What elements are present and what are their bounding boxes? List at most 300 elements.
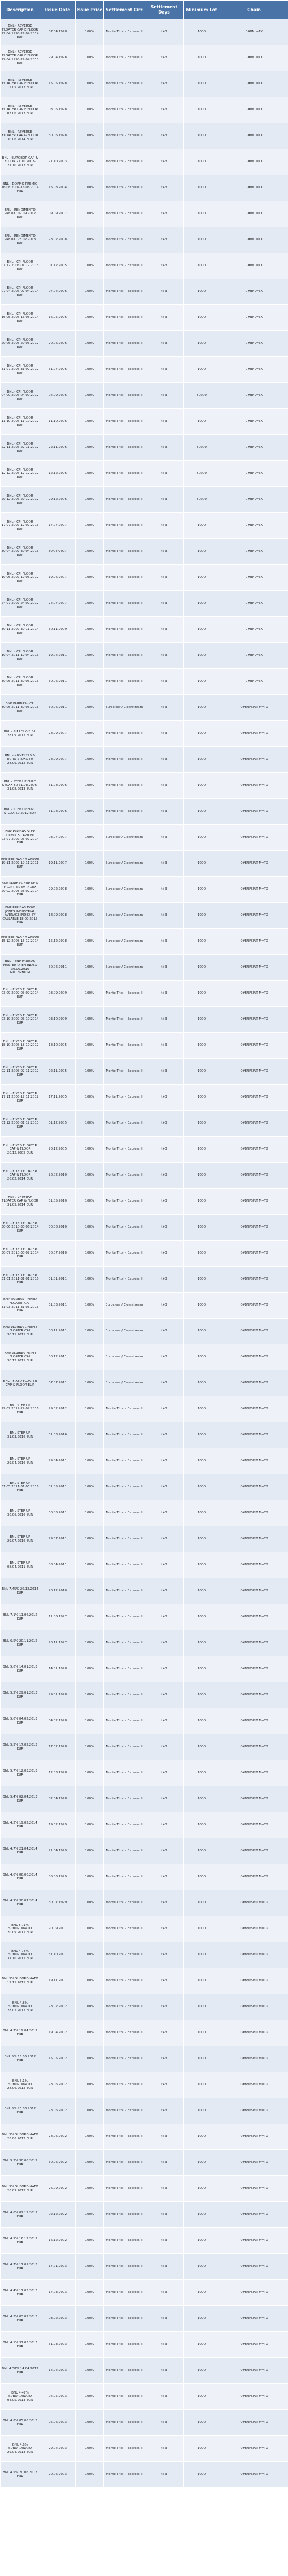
settlement-circ-cell: Monte Titoli - Express II bbox=[104, 227, 145, 253]
issue-date-cell: 28.09.2007 bbox=[40, 721, 76, 747]
table-row[interactable] bbox=[1, 1864, 288, 1890]
table-row[interactable] bbox=[1, 2358, 288, 2384]
settlement-circ-cell: Monte Titoli - Express II bbox=[104, 2228, 145, 2254]
issue-price-cell: 100% bbox=[76, 2358, 104, 2384]
table-row[interactable] bbox=[1, 1319, 288, 1344]
minimum-lot-cell: 1000 bbox=[184, 1682, 220, 1708]
description-cell: BNL 5.4% 02.04.2013 EUR bbox=[1, 1786, 40, 1812]
description-cell: BNL - REVERSE FLOATER CAP & FLOOR 31.05.2014 EUR bbox=[1, 1189, 40, 1215]
settlement-circ-cell: Monte Titoli - Express II bbox=[104, 149, 145, 175]
issue-date-cell: 14.04.2003 bbox=[40, 2358, 76, 2384]
table-row[interactable] bbox=[1, 1474, 288, 1500]
table-row[interactable] bbox=[1, 903, 288, 929]
settlement-days-cell: t+3 bbox=[145, 1786, 184, 1812]
issue-price-cell: 100% bbox=[76, 461, 104, 487]
settlement-circ-cell: Monte Titoli - Express II bbox=[104, 1111, 145, 1137]
settlement-days-cell: t+3 bbox=[145, 253, 184, 279]
chain-cell: 0#BNPSPLT M=TX bbox=[220, 955, 288, 981]
table-row[interactable] bbox=[1, 1370, 288, 1396]
table-row[interactable] bbox=[1, 1396, 288, 1422]
minimum-lot-cell: 1000 bbox=[184, 1370, 220, 1396]
issue-date-cell: 04.02.1998 bbox=[40, 1708, 76, 1734]
minimum-lot-cell: 1000 bbox=[184, 1786, 220, 1812]
settlement-circ-cell: Monte Titoli - Express II bbox=[104, 1189, 145, 1215]
issue-price-cell: 100% bbox=[76, 1656, 104, 1682]
table-row[interactable] bbox=[1, 175, 288, 201]
table-row[interactable] bbox=[1, 695, 288, 721]
settlement-circ-cell: Monte Titoli - Express II bbox=[104, 435, 145, 461]
settlement-days-cell: t+3 bbox=[145, 1293, 184, 1319]
issue-date-cell: 19.11.2007 bbox=[40, 851, 76, 877]
settlement-circ-cell: Monte Titoli - Express II bbox=[104, 45, 145, 71]
settlement-days-cell: t+3 bbox=[145, 2384, 184, 2410]
minimum-lot-cell: 1000 bbox=[184, 331, 220, 357]
table-row[interactable] bbox=[1, 2202, 288, 2228]
settlement-days-cell: t+3 bbox=[145, 1319, 184, 1344]
settlement-days-cell: t+3 bbox=[145, 903, 184, 929]
minimum-lot-cell: 1000 bbox=[184, 1838, 220, 1864]
settlement-circ-cell: Monte Titoli - Express II bbox=[104, 1656, 145, 1682]
column-header-description[interactable]: Description bbox=[1, 1, 40, 19]
minimum-lot-cell: 1000 bbox=[184, 955, 220, 981]
chain-cell: 0#BNL=TX bbox=[220, 305, 288, 331]
minimum-lot-cell: 1000 bbox=[184, 175, 220, 201]
issue-price-cell: 100% bbox=[76, 1786, 104, 1812]
minimum-lot-cell: 1000 bbox=[184, 45, 220, 71]
table-row[interactable] bbox=[1, 201, 288, 227]
table-row[interactable] bbox=[1, 2436, 288, 2462]
table-row[interactable] bbox=[1, 357, 288, 383]
settlement-circ-cell: Monte Titoli - Express II bbox=[104, 1241, 145, 1267]
settlement-circ-cell: Monte Titoli - Express II bbox=[104, 1422, 145, 1448]
chain-cell: 0#BNPSPLT M=TX bbox=[220, 1007, 288, 1033]
chain-cell: 0#BNPSPLT M=TX bbox=[220, 2306, 288, 2332]
issue-date-cell: 30.06.2002 bbox=[40, 2150, 76, 2176]
description-cell: BNL - CPI FLOOR 12.12.2006-12.12.2012 EUR bbox=[1, 461, 40, 487]
description-cell: BNL 4.7% 21.04.2014 EUR bbox=[1, 1838, 40, 1864]
table-row[interactable] bbox=[1, 539, 288, 565]
settlement-days-cell: t+3 bbox=[145, 1111, 184, 1137]
settlement-circ-cell: Monte Titoli - Express II bbox=[104, 71, 145, 97]
table-row[interactable] bbox=[1, 97, 288, 123]
table-row[interactable] bbox=[1, 643, 288, 669]
issue-date-cell: 04.09.2006 bbox=[40, 383, 76, 409]
settlement-days-cell: t+3 bbox=[145, 97, 184, 123]
issue-price-cell: 100% bbox=[76, 591, 104, 617]
description-cell: BNL - NIKKEI 225 & EURO STOXX 50 28.09.2012 EUR bbox=[1, 747, 40, 773]
table-row[interactable] bbox=[1, 721, 288, 747]
table-row[interactable] bbox=[1, 773, 288, 799]
description-cell: BNL - REVERSE FLOATER CAP E FLOOR 27.04.1998-27.04.2014 EUR bbox=[1, 19, 40, 45]
minimum-lot-cell: 1000 bbox=[184, 1448, 220, 1474]
settlement-circ-cell: Monte Titoli - Express II bbox=[104, 305, 145, 331]
settlement-days-cell: t+3 bbox=[145, 123, 184, 149]
description-cell: BNL 7.45% 20.12.2014 EUR bbox=[1, 1578, 40, 1604]
settlement-days-cell: t+3 bbox=[145, 1059, 184, 1085]
settlement-circ-cell: Monte Titoli - Express II bbox=[104, 1474, 145, 1500]
table-row[interactable] bbox=[1, 487, 288, 513]
table-row[interactable] bbox=[1, 1552, 288, 1578]
description-cell: BNL - CPI FLOOR 24.07.2007-24.07.2012 EUR bbox=[1, 591, 40, 617]
settlement-circ-cell: Monte Titoli - Express II bbox=[104, 1682, 145, 1708]
settlement-days-cell: t+3 bbox=[145, 2228, 184, 2254]
settlement-days-cell: t+3 bbox=[145, 1526, 184, 1552]
table-row[interactable] bbox=[1, 669, 288, 695]
settlement-days-cell: t+3 bbox=[145, 799, 184, 825]
table-row[interactable] bbox=[1, 1241, 288, 1267]
issue-price-cell: 100% bbox=[76, 1890, 104, 1916]
issue-price-cell: 100% bbox=[76, 383, 104, 409]
settlement-days-cell: t+3 bbox=[145, 435, 184, 461]
issue-date-cell: 22.11.2006 bbox=[40, 435, 76, 461]
table-row[interactable] bbox=[1, 1630, 288, 1656]
issue-price-cell: 100% bbox=[76, 877, 104, 903]
table-row[interactable] bbox=[1, 2124, 288, 2150]
minimum-lot-cell: 1000 bbox=[184, 1760, 220, 1786]
settlement-circ-cell: Monte Titoli - Express II bbox=[104, 591, 145, 617]
table-row[interactable] bbox=[1, 1500, 288, 1526]
chain-cell: 0#BNPSPLT M=TX bbox=[220, 1085, 288, 1111]
settlement-days-cell: t+3 bbox=[145, 721, 184, 747]
settlement-circ-cell: Monte Titoli - Express II bbox=[104, 565, 145, 591]
table-row[interactable] bbox=[1, 2410, 288, 2436]
issue-date-cell: 17.11.2005 bbox=[40, 1085, 76, 1111]
table-row[interactable] bbox=[1, 1968, 288, 1994]
settlement-days-cell: t+3 bbox=[145, 2176, 184, 2202]
issue-date-cell: 11.10.2006 bbox=[40, 409, 76, 435]
table-row[interactable] bbox=[1, 149, 288, 175]
chain-cell: 0#BNL=TX bbox=[220, 149, 288, 175]
table-row[interactable] bbox=[1, 1682, 288, 1708]
description-cell: BNL - CPI FLOOR 16.05.2006-16.05.2014 EUR bbox=[1, 305, 40, 331]
issue-date-cell: 30/04/2007 bbox=[40, 539, 76, 565]
table-row[interactable] bbox=[1, 2332, 288, 2358]
table-row[interactable] bbox=[1, 45, 288, 71]
table-row[interactable] bbox=[1, 2384, 288, 2410]
minimum-lot-cell: 1000 bbox=[184, 2124, 220, 2150]
chain-cell: 0#BNL=TX bbox=[220, 591, 288, 617]
issue-date-cell: 17.03.2003 bbox=[40, 2280, 76, 2306]
minimum-lot-cell: 1000 bbox=[184, 2228, 220, 2254]
settlement-days-cell: t+3 bbox=[145, 1578, 184, 1604]
issue-price-cell: 100% bbox=[76, 1864, 104, 1890]
minimum-lot-cell: 1000 bbox=[184, 2436, 220, 2462]
table-row[interactable] bbox=[1, 929, 288, 955]
table-row[interactable] bbox=[1, 435, 288, 461]
table-row[interactable] bbox=[1, 1189, 288, 1215]
settlement-circ-cell: Monte Titoli - Express II bbox=[104, 1812, 145, 1838]
table-row[interactable] bbox=[1, 1994, 288, 2020]
minimum-lot-cell: 1000 bbox=[184, 1708, 220, 1734]
issue-date-cell: 19.11.2001 bbox=[40, 1968, 76, 1994]
settlement-days-cell: t+3 bbox=[145, 2410, 184, 2436]
issue-price-cell: 100% bbox=[76, 1111, 104, 1137]
table-row[interactable] bbox=[1, 383, 288, 409]
settlement-days-cell: t+3 bbox=[145, 1396, 184, 1422]
settlement-days-cell: t+3 bbox=[145, 2254, 184, 2280]
table-row[interactable] bbox=[1, 1708, 288, 1734]
settlement-days-cell: t+3 bbox=[145, 565, 184, 591]
settlement-days-cell: t+3 bbox=[145, 45, 184, 71]
description-cell: BNL 4.75% SUBORDINATO 31.10.2011 EUR bbox=[1, 1942, 40, 1968]
table-row[interactable] bbox=[1, 1085, 288, 1111]
issue-date-cell: 30.06.2011 bbox=[40, 695, 76, 721]
minimum-lot-cell: 1000 bbox=[184, 1526, 220, 1552]
issue-price-cell: 100% bbox=[76, 1578, 104, 1604]
minimum-lot-cell: 1000 bbox=[184, 2306, 220, 2332]
minimum-lot-cell: 1000 bbox=[184, 721, 220, 747]
chain-cell: 0#BNPSPLT M=TX bbox=[220, 1189, 288, 1215]
settlement-days-cell: t+3 bbox=[145, 1890, 184, 1916]
description-cell: BNL 4.2% 19.02.2014 EUR bbox=[1, 1812, 40, 1838]
table-row[interactable] bbox=[1, 617, 288, 643]
settlement-days-cell: t+3 bbox=[145, 929, 184, 955]
settlement-days-cell: t+3 bbox=[145, 227, 184, 253]
column-header-issue-date[interactable]: Issue Date bbox=[40, 1, 76, 19]
settlement-days-cell: t+3 bbox=[145, 851, 184, 877]
issue-price-cell: 100% bbox=[76, 435, 104, 461]
settlement-circ-cell: Monte Titoli - Express II bbox=[104, 1059, 145, 1085]
chain-cell: 0#BNPSPLT M=TX bbox=[220, 1786, 288, 1812]
table-row[interactable] bbox=[1, 1916, 288, 1942]
chain-cell: 0#BNPSPLT M=TX bbox=[220, 2202, 288, 2228]
description-cell: BNL STEP UP 30.06.2016 EUR bbox=[1, 1500, 40, 1526]
settlement-circ-cell: Monte Titoli - Express II bbox=[104, 1786, 145, 1812]
settlement-days-cell: t+3 bbox=[145, 669, 184, 695]
table-row[interactable] bbox=[1, 565, 288, 591]
issue-price-cell: 100% bbox=[76, 2176, 104, 2202]
table-row[interactable] bbox=[1, 2046, 288, 2072]
table-row[interactable] bbox=[1, 123, 288, 149]
chain-cell: 0#BNPSPLT M=TX bbox=[220, 1448, 288, 1474]
column-header-chain[interactable]: Chain bbox=[220, 1, 288, 19]
minimum-lot-cell: 1000 bbox=[184, 1890, 220, 1916]
settlement-circ-cell: Monte Titoli - Express II bbox=[104, 97, 145, 123]
table-row[interactable] bbox=[1, 1448, 288, 1474]
issue-price-cell: 100% bbox=[76, 1942, 104, 1968]
issue-price-cell: 100% bbox=[76, 2228, 104, 2254]
table-row[interactable] bbox=[1, 1760, 288, 1786]
table-row[interactable] bbox=[1, 1267, 288, 1293]
table-row[interactable] bbox=[1, 1033, 288, 1059]
table-row[interactable] bbox=[1, 1137, 288, 1163]
settlement-circ-cell: Monte Titoli - Express II bbox=[104, 799, 145, 825]
column-header-settlement-days[interactable]: Settlement Days bbox=[145, 1, 184, 19]
issue-date-cell: 19.04.2011 bbox=[40, 643, 76, 669]
table-row[interactable] bbox=[1, 799, 288, 825]
table-row[interactable] bbox=[1, 877, 288, 903]
table-row[interactable] bbox=[1, 305, 288, 331]
settlement-days-cell: t+3 bbox=[145, 383, 184, 409]
table-row[interactable] bbox=[1, 747, 288, 773]
table-row[interactable] bbox=[1, 2462, 288, 2488]
minimum-lot-cell: 1000 bbox=[184, 2254, 220, 2280]
chain-cell: 0#BNPSPLT M=TX bbox=[220, 2228, 288, 2254]
table-row[interactable] bbox=[1, 1942, 288, 1968]
issue-price-cell: 100% bbox=[76, 1682, 104, 1708]
minimum-lot-cell: 1000 bbox=[184, 539, 220, 565]
table-row[interactable] bbox=[1, 461, 288, 487]
table-row[interactable] bbox=[1, 851, 288, 877]
issue-price-cell: 100% bbox=[76, 1604, 104, 1630]
issue-date-cell: 31.01.2011 bbox=[40, 1267, 76, 1293]
chain-cell: 0#BNPSPLT M=TX bbox=[220, 2462, 288, 2488]
table-row[interactable] bbox=[1, 591, 288, 617]
settlement-circ-cell: Monte Titoli - Express II bbox=[104, 2202, 145, 2228]
chain-cell: 0#BNL=TX bbox=[220, 539, 288, 565]
chain-cell: 0#BNL=TX bbox=[220, 669, 288, 695]
settlement-circ-cell: Monte Titoli - Express II bbox=[104, 539, 145, 565]
table-row[interactable] bbox=[1, 2020, 288, 2046]
description-cell: BNL 4.3% 03.02.2013 EUR bbox=[1, 2306, 40, 2332]
settlement-days-cell: t+3 bbox=[145, 513, 184, 539]
settlement-circ-cell: Monte Titoli - Express II bbox=[104, 357, 145, 383]
table-row[interactable] bbox=[1, 1215, 288, 1241]
table-row[interactable] bbox=[1, 253, 288, 279]
table-row[interactable] bbox=[1, 1812, 288, 1838]
issue-price-cell: 100% bbox=[76, 2254, 104, 2280]
settlement-circ-cell: Monte Titoli - Express II bbox=[104, 2384, 145, 2410]
description-cell: BNL - CPI FLOOR 01.12.2005-01.12.2013 EUR bbox=[1, 253, 40, 279]
issue-date-cell: 26.09.2002 bbox=[40, 2176, 76, 2202]
table-row[interactable] bbox=[1, 1786, 288, 1812]
table-row[interactable] bbox=[1, 1890, 288, 1916]
issue-price-cell: 100% bbox=[76, 851, 104, 877]
table-row[interactable] bbox=[1, 19, 288, 45]
table-row[interactable] bbox=[1, 981, 288, 1007]
table-row[interactable] bbox=[1, 2306, 288, 2332]
table-row[interactable] bbox=[1, 2150, 288, 2176]
settlement-days-cell: t+3 bbox=[145, 2124, 184, 2150]
issue-price-cell: 100% bbox=[76, 2020, 104, 2046]
description-cell: BNL STEP UP 29.02.2012-29.02.2016 EUR bbox=[1, 1396, 40, 1422]
issue-price-cell: 100% bbox=[76, 357, 104, 383]
settlement-days-cell: t+3 bbox=[145, 175, 184, 201]
chain-cell: 0#BNPSPLT M=TX bbox=[220, 1267, 288, 1293]
table-row[interactable] bbox=[1, 1007, 288, 1033]
minimum-lot-cell: 1000 bbox=[184, 695, 220, 721]
minimum-lot-cell: 1000 bbox=[184, 2280, 220, 2306]
issue-date-cell: 04.05.2003 bbox=[40, 2384, 76, 2410]
minimum-lot-cell: 1000 bbox=[184, 1033, 220, 1059]
chain-cell: 0#BNPSPLT M=TX bbox=[220, 1552, 288, 1578]
description-cell: BNP PARIBAS 10 AZIONI 19.11.2007-19.11.2011 EUR bbox=[1, 851, 40, 877]
issue-price-cell: 100% bbox=[76, 1448, 104, 1474]
chain-cell: 0#BNPSPLT M=TX bbox=[220, 1319, 288, 1344]
settlement-circ-cell: Monte Titoli - Express II bbox=[104, 1526, 145, 1552]
table-row[interactable] bbox=[1, 1111, 288, 1137]
settlement-days-cell: t+3 bbox=[145, 149, 184, 175]
settlement-days-cell: t+3 bbox=[145, 1241, 184, 1267]
description-cell: BNL STEP UP 08.04.2011 EUR bbox=[1, 1552, 40, 1578]
description-cell: BNL - STEP UP EURO STOXX 50 31.08.2006-31.08.2013 EUR bbox=[1, 773, 40, 799]
chain-cell: 0#BNPSPLT M=TX bbox=[220, 929, 288, 955]
settlement-days-cell: t+3 bbox=[145, 643, 184, 669]
issue-price-cell: 100% bbox=[76, 1137, 104, 1163]
table-row[interactable] bbox=[1, 2228, 288, 2254]
issue-price-cell: 100% bbox=[76, 45, 104, 71]
table-row[interactable] bbox=[1, 2098, 288, 2124]
description-cell: BNL 5.5% 17.02.2013 EUR bbox=[1, 1734, 40, 1760]
issue-date-cell: 29.01.1998 bbox=[40, 1682, 76, 1708]
table-row[interactable] bbox=[1, 1422, 288, 1448]
table-row[interactable] bbox=[1, 1526, 288, 1552]
settlement-days-cell: t+3 bbox=[145, 1137, 184, 1163]
table-row[interactable] bbox=[1, 1838, 288, 1864]
column-header-settlement-circ[interactable]: Settlement Circ bbox=[104, 1, 145, 19]
settlement-days-cell: t+3 bbox=[145, 279, 184, 305]
issue-date-cell: 17.02.1998 bbox=[40, 1734, 76, 1760]
issue-price-cell: 100% bbox=[76, 2280, 104, 2306]
table-row[interactable] bbox=[1, 2254, 288, 2280]
table-row[interactable] bbox=[1, 2280, 288, 2306]
settlement-days-cell: t+3 bbox=[145, 981, 184, 1007]
minimum-lot-cell: 1000 bbox=[184, 2020, 220, 2046]
table-row[interactable] bbox=[1, 1059, 288, 1085]
table-row[interactable] bbox=[1, 1734, 288, 1760]
issue-price-cell: 100% bbox=[76, 1267, 104, 1293]
table-row[interactable] bbox=[1, 2072, 288, 2098]
chain-cell: 0#BNPSPLT M=TX bbox=[220, 1682, 288, 1708]
table-row[interactable] bbox=[1, 279, 288, 305]
description-cell: BNL 4.9% 30.07.2014 EUR bbox=[1, 1890, 40, 1916]
table-row[interactable] bbox=[1, 955, 288, 981]
table-row[interactable] bbox=[1, 227, 288, 253]
table-row[interactable] bbox=[1, 825, 288, 851]
issue-date-cell: 29.07.2011 bbox=[40, 1526, 76, 1552]
table-row[interactable] bbox=[1, 1344, 288, 1370]
table-row[interactable] bbox=[1, 1656, 288, 1682]
table-row[interactable] bbox=[1, 331, 288, 357]
column-header-minimum-lot[interactable]: Minimum Lot bbox=[184, 1, 220, 19]
minimum-lot-cell: 1000 bbox=[184, 2176, 220, 2202]
issue-date-cell: 03.06.1998 bbox=[40, 97, 76, 123]
description-cell: BNL 4.6% 02.12.2012 EUR bbox=[1, 2202, 40, 2228]
settlement-days-cell: t+3 bbox=[145, 1370, 184, 1396]
settlement-days-cell: t+3 bbox=[145, 2358, 184, 2384]
table-row[interactable] bbox=[1, 513, 288, 539]
minimum-lot-cell: 1000 bbox=[184, 2410, 220, 2436]
description-cell: BNP PARIBAS FIXED FLOATER CAP 30.12.2011 EUR bbox=[1, 1344, 40, 1370]
table-row[interactable] bbox=[1, 1604, 288, 1630]
table-row[interactable] bbox=[1, 409, 288, 435]
settlement-days-cell: t+3 bbox=[145, 201, 184, 227]
column-header-issue-price[interactable]: Issue Price bbox=[76, 1, 104, 19]
description-cell: BNL - DOPPIO PREMIO 16.08.2004-16.08.2014 EUR bbox=[1, 175, 40, 201]
description-cell: BNL 5% 23.06.2012 EUR bbox=[1, 2098, 40, 2124]
settlement-days-cell: t+3 bbox=[145, 1344, 184, 1370]
settlement-days-cell: t+3 bbox=[145, 2332, 184, 2358]
table-row[interactable] bbox=[1, 1578, 288, 1604]
settlement-circ-cell: Monte Titoli - Express II bbox=[104, 2280, 145, 2306]
description-cell: BNL STEP UP 29.04.2016 EUR bbox=[1, 1448, 40, 1474]
table-row[interactable] bbox=[1, 1293, 288, 1319]
issue-price-cell: 100% bbox=[76, 1760, 104, 1786]
table-row[interactable] bbox=[1, 2176, 288, 2202]
table-row[interactable] bbox=[1, 1163, 288, 1189]
issue-date-cell: 03.07.2007 bbox=[40, 825, 76, 851]
issue-date-cell: 15.05.1998 bbox=[40, 71, 76, 97]
settlement-circ-cell: Monte Titoli - Express II bbox=[104, 1916, 145, 1942]
issue-date-cell: 20.06.2003 bbox=[40, 2462, 76, 2488]
issue-price-cell: 100% bbox=[76, 71, 104, 97]
description-cell: BNP PARIBAS STEP DOWN 50 AZIONI 03.07.2007-03.07.2014 EUR bbox=[1, 825, 40, 851]
minimum-lot-cell: 1000 bbox=[184, 1059, 220, 1085]
settlement-days-cell: t+3 bbox=[145, 1422, 184, 1448]
minimum-lot-cell: 1000 bbox=[184, 1812, 220, 1838]
table-row[interactable] bbox=[1, 71, 288, 97]
minimum-lot-cell: 1000 bbox=[184, 1916, 220, 1942]
